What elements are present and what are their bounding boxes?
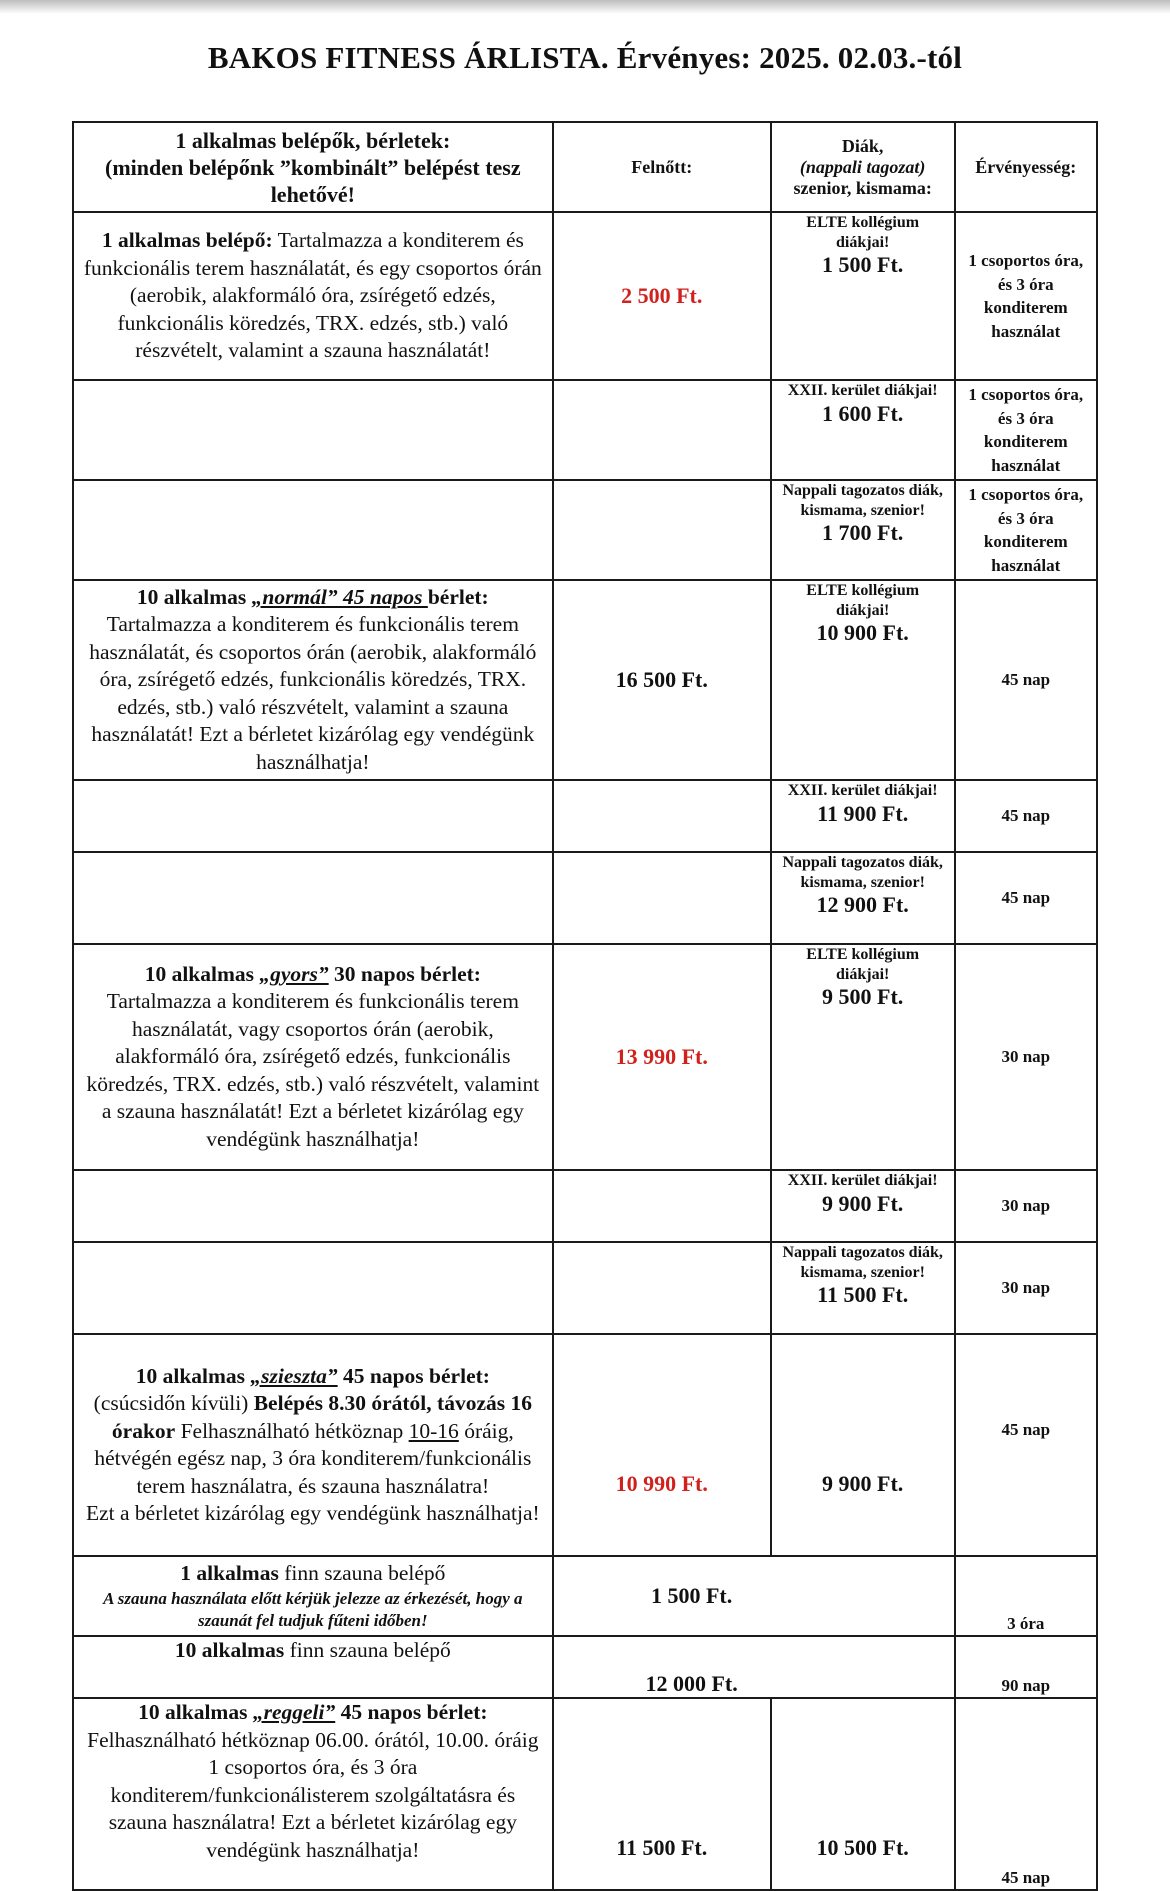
table-row: [73, 480, 1097, 580]
empty-cell: [553, 780, 771, 852]
reggeli-pass-desc: [73, 1698, 553, 1890]
table-row: [73, 580, 1097, 780]
sauna-single-price: 1 500 Ft.: [553, 1556, 955, 1636]
header-student: [771, 122, 955, 212]
gyors-title-post: 30 napos bérlet:: [328, 961, 481, 986]
page-title: BAKOS FITNESS ÁRLISTA. Érvényes: 2025. 02.03.-tól: [207, 40, 963, 75]
table-row: [73, 1170, 1097, 1242]
sauna-single-desc: [73, 1556, 553, 1636]
gyors-pass-validity: 30 nap: [955, 944, 1097, 1170]
szieszta-text-e: óráig, hétvégén egész nap, 3 óra konditerem/funkcionális terem használatra, és szauna használatra!: [94, 1418, 532, 1498]
gyors-title-pre: 10 alkalmas: [144, 961, 260, 986]
szieszta-text-a: (csúcsidőn kívüli): [93, 1391, 254, 1415]
xxii-price: 11 900 Ft.: [817, 800, 909, 826]
daytime-price: 12 900 Ft.: [816, 892, 909, 917]
sauna1-title-post: finn szauna belépő: [278, 1561, 446, 1586]
elte-label: ELTE kollégium diákjai!: [806, 582, 920, 619]
gyors-pass-elte: [771, 944, 955, 1170]
table-row: [73, 852, 1097, 944]
sauna10-title-pre: 10 alkalmas: [174, 1638, 285, 1662]
normal-title-post: bérlet:: [427, 584, 489, 609]
normal-pass-text: Tartalmazza a konditerem és funkcionális terem használatát, és csoportos órán (aerobik, alakformáló óra, zsírégető edzés, funkcionális köredzés, TRX. edzés, stb.) való részvételt, valamint a szauna használatát! Ezt a bérletet kizárólag egy vendégünk használhatja!: [89, 612, 537, 774]
szieszta-text-c: Felhasználható hétköznap: [175, 1418, 409, 1443]
daytime-label: Nappali tagozatos diák, kismama, szenior!: [782, 854, 943, 891]
empty-cell: [553, 1170, 771, 1242]
header-adult: Felnőtt:: [553, 122, 771, 212]
szieszta-title-post: 45 napos bérlet:: [337, 1363, 490, 1388]
elte-price: 10 900 Ft.: [816, 620, 909, 645]
normal-pass-xxii: [771, 780, 955, 852]
sauna10-title-post: finn szauna belépő: [284, 1638, 451, 1662]
gyors-pass-daytime: [771, 1242, 955, 1334]
normal-pass-adult-price: 16 500 Ft.: [553, 580, 771, 780]
header-student-line2: (nappali tagozat): [799, 156, 926, 177]
reggeli-pass-adult-price: 11 500 Ft.: [553, 1698, 771, 1890]
xxii-price: 9 900 Ft.: [822, 1190, 904, 1216]
empty-cell: [73, 1242, 553, 1334]
sauna-single-validity: 3 óra: [955, 1556, 1097, 1636]
table-header-row: [73, 122, 1097, 212]
empty-cell: [73, 1170, 553, 1242]
empty-cell: [73, 780, 553, 852]
szieszta-title-name: „szieszta”: [250, 1363, 338, 1388]
empty-cell: [73, 380, 553, 480]
sauna-ten-validity: 90 nap: [955, 1636, 1097, 1698]
single-entry-xxii: [771, 380, 955, 480]
reggeli-pass-student-price: 10 500 Ft.: [771, 1698, 955, 1890]
price-table: [72, 121, 1098, 1891]
normal-pass-desc: [73, 580, 553, 780]
szieszta-text-d: 10-16: [408, 1418, 459, 1443]
empty-cell: [553, 1242, 771, 1334]
header-student-line1: Diák,: [841, 135, 884, 156]
gyors-pass-text: Tartalmazza a konditerem és funkcionális terem használatát, vagy csoportos órán (aerobik, alakformáló óra, zsírégető edzés, funkcionális köredzés, TRX. edzés, stb.) való részvételt, valamint a szauna használatát! Ezt a bérletet kizárólag egy vendégünk használhatja!: [86, 989, 540, 1151]
elte-label: ELTE kollégium diákjai!: [806, 946, 920, 983]
single-entry-validity: 1 csoportos óra, és 3 óra konditerem használat: [955, 212, 1097, 380]
gyors-pass-xxii-validity: 30 nap: [955, 1170, 1097, 1242]
reggeli-title-name: „reggeli”: [252, 1700, 336, 1724]
gyors-pass-desc: [73, 944, 553, 1170]
empty-cell: [553, 480, 771, 580]
header-services: [73, 122, 553, 212]
header-services-line1: 1 alkalmas belépők, bérletek:: [175, 127, 451, 153]
gyors-pass-adult-price: 13 990 Ft.: [553, 944, 771, 1170]
header-validity: Érvényesség:: [955, 122, 1097, 212]
empty-cell: [553, 380, 771, 480]
table-row: [73, 380, 1097, 480]
xxii-label: XXII. kerület diákjai!: [787, 382, 938, 399]
szieszta-text-f: Ezt a bérletet kizárólag egy vendégünk használhatja!: [85, 1501, 540, 1525]
single-entry-elte: [771, 212, 955, 380]
reggeli-title-post: 45 napos bérlet:: [335, 1700, 488, 1724]
table-row: [73, 212, 1097, 380]
elte-price: 9 500 Ft.: [822, 984, 904, 1009]
normal-pass-daytime: [771, 852, 955, 944]
elte-label: ELTE kollégium diákjai!: [806, 214, 920, 251]
screen-top-edge: [0, 0, 1170, 14]
xxii-label: XXII. kerület diákjai!: [787, 782, 938, 799]
table-row: [73, 1636, 1097, 1698]
empty-cell: [553, 852, 771, 944]
normal-pass-xxii-validity: 45 nap: [955, 780, 1097, 852]
table-row: [73, 780, 1097, 852]
reggeli-title-pre: 10 alkalmas: [138, 1700, 253, 1724]
single-entry-daytime-validity: 1 csoportos óra, és 3 óra konditerem használat: [955, 480, 1097, 580]
szieszta-title-pre: 10 alkalmas: [135, 1363, 251, 1388]
table-row: [73, 1698, 1097, 1890]
table-row: [73, 1242, 1097, 1334]
single-entry-xxii-validity: 1 csoportos óra, és 3 óra konditerem használat: [955, 380, 1097, 480]
sauna-ten-desc: [73, 1636, 553, 1698]
header-services-line2: (minden belépőnk ”kombinált” belépést tesz lehetővé!: [105, 154, 521, 207]
elte-price: 1 500 Ft.: [822, 252, 904, 277]
reggeli-pass-text: Felhasználható hétköznap 06.00. órától, 10.00. óráig 1 csoportos óra, és 3 óra konditerem/funkcionálisterem szolgáltatásra és szauna használatra! Ezt a bérletet kizárólag egy vendégünk használhatja!: [87, 1727, 539, 1862]
normal-pass-validity: 45 nap: [955, 580, 1097, 780]
normal-title-pre: 10 alkalmas: [136, 584, 252, 609]
xxii-label: XXII. kerület diákjai!: [787, 1172, 938, 1189]
normal-pass-elte: [771, 580, 955, 780]
szieszta-pass-student-price: 9 900 Ft.: [771, 1334, 955, 1556]
gyors-pass-daytime-validity: 30 nap: [955, 1242, 1097, 1334]
header-student-line3: szenior, kismama:: [793, 177, 932, 198]
single-entry-title: 1 alkalmas belépő:: [101, 228, 273, 253]
gyors-pass-xxii: [771, 1170, 955, 1242]
szieszta-text-b: Belépés 8.30 órától, távozás 16 órakor: [111, 1391, 532, 1443]
daytime-label: Nappali tagozatos diák, kismama, szenior!: [782, 482, 943, 519]
sauna1-note: A szauna használata előtt kérjük jelezze az érkezését, hogy a szaunát fel tudjuk fűteni időben!: [103, 1588, 523, 1630]
normal-title-name: „normál” 45 napos: [251, 584, 428, 609]
daytime-price: 1 700 Ft.: [822, 520, 904, 545]
daytime-price: 11 500 Ft.: [817, 1282, 909, 1307]
szieszta-pass-validity: 45 nap: [955, 1334, 1097, 1556]
table-row: [73, 1556, 1097, 1636]
empty-cell: [73, 852, 553, 944]
szieszta-pass-adult-price: 10 990 Ft.: [553, 1334, 771, 1556]
single-entry-text: Tartalmazza a konditerem és funkcionális terem használatát, és egy csoportos órán (aerobik, alakformáló óra, zsírégető edzés, funkcionális köredzés, TRX. edzés, stb.) való részvételt, valamint a szauna használatát!: [83, 228, 542, 363]
szieszta-pass-text: [80, 1390, 546, 1500]
table-row: [73, 944, 1097, 1170]
empty-cell: [73, 480, 553, 580]
single-entry-daytime: [771, 480, 955, 580]
sauna1-title-pre: 1 alkalmas: [180, 1561, 279, 1586]
reggeli-pass-validity: 45 nap: [955, 1698, 1097, 1890]
daytime-label: Nappali tagozatos diák, kismama, szenior!: [782, 1244, 943, 1281]
xxii-price: 1 600 Ft.: [822, 400, 904, 426]
single-entry-desc: [73, 212, 553, 380]
table-row: [73, 1334, 1097, 1556]
szieszta-pass-desc: [73, 1334, 553, 1556]
normal-pass-daytime-validity: 45 nap: [955, 852, 1097, 944]
single-entry-adult-price: 2 500 Ft.: [553, 212, 771, 380]
sauna-ten-price: 12 000 Ft.: [553, 1636, 955, 1698]
gyors-title-name: „gyors”: [259, 961, 329, 986]
